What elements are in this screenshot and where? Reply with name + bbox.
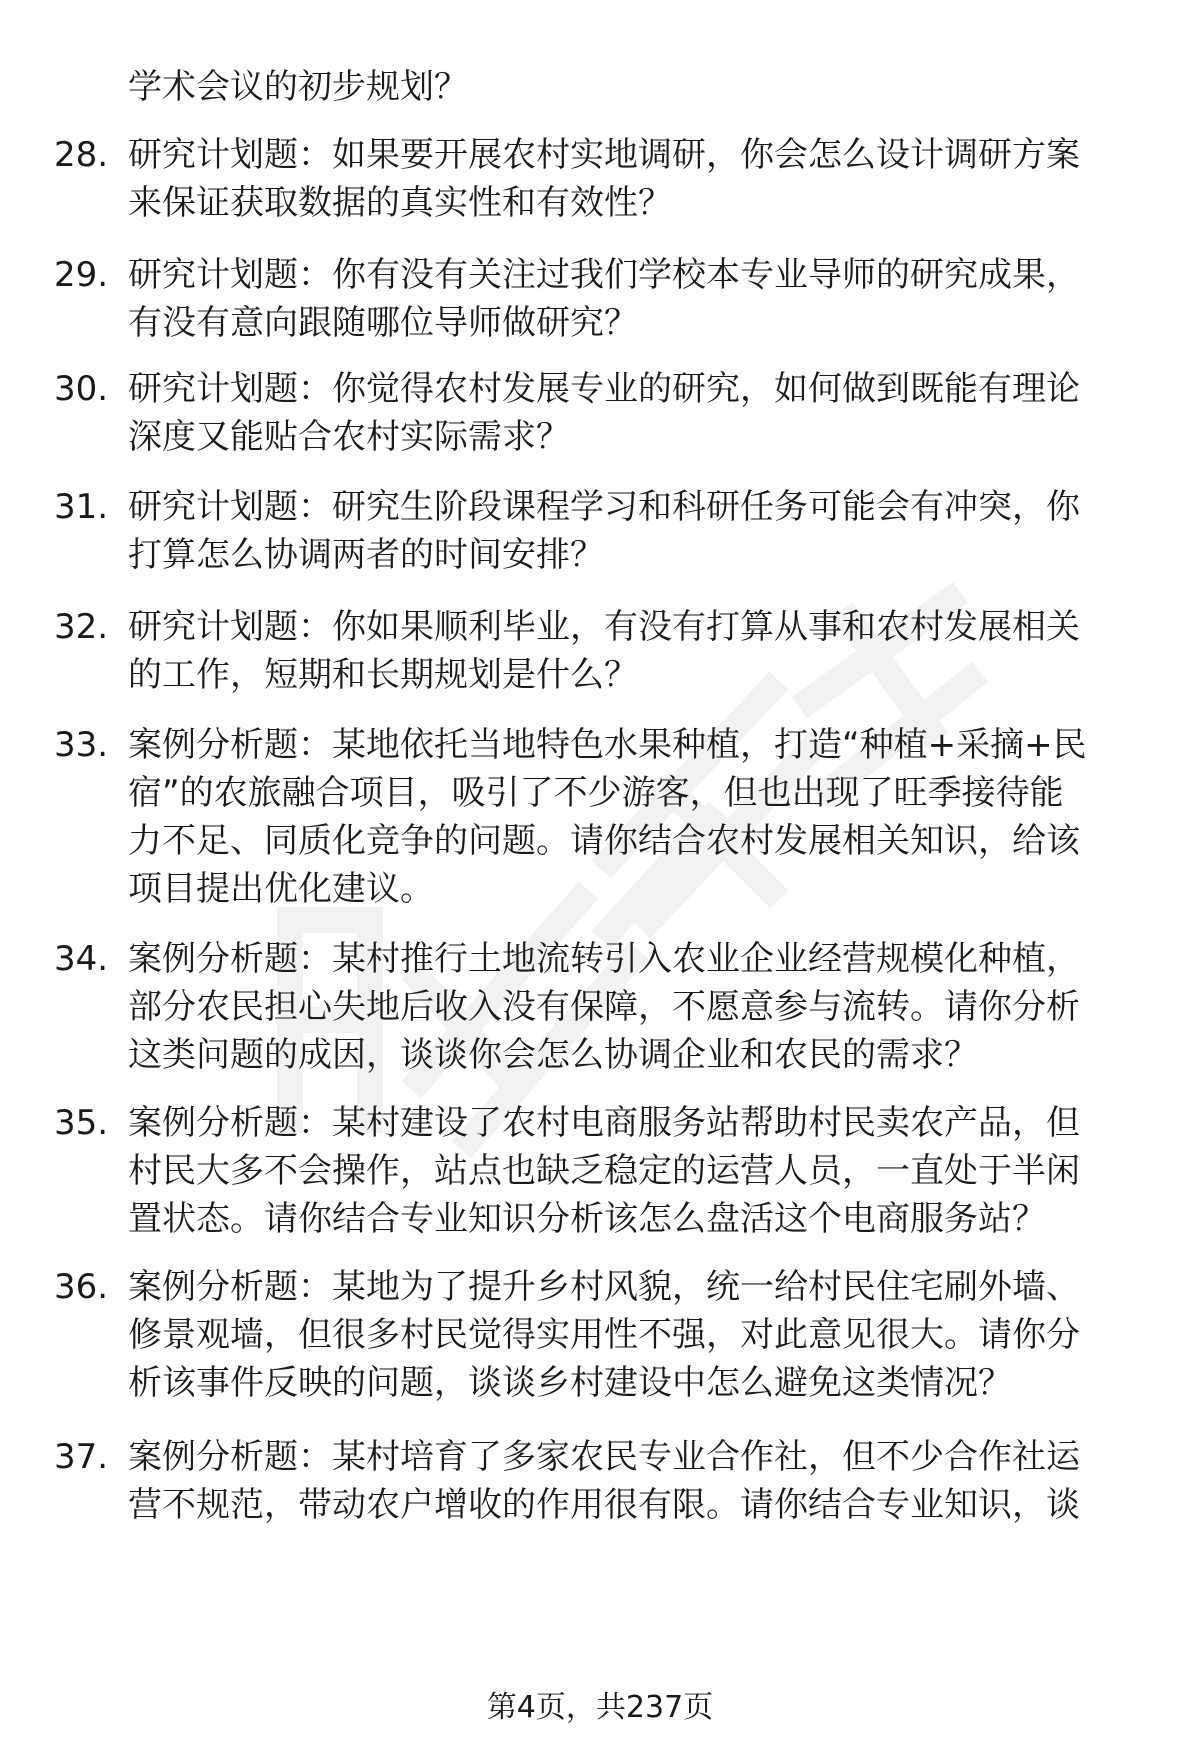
question-number: 37. <box>54 1437 109 1477</box>
continued-question-text: 学术会议的初步规划？ <box>128 67 468 107</box>
question-number: 33. <box>54 725 109 765</box>
question-text-line: 宿”的农旅融合项目，吸引了不少游客，但也出现了旺季接待能 <box>128 773 1064 813</box>
question-number: 30. <box>54 369 109 409</box>
question-text-line: 有没有意向跟随哪位导师做研究？ <box>128 303 638 343</box>
question-text-line: 研究计划题：你如果顺利毕业，有没有打算从事和农村发展相关 <box>128 607 1080 647</box>
question-text-line: 研究计划题：你有没有关注过我们学校本专业导师的研究成果， <box>128 255 1080 295</box>
question-text-line: 来保证获取数据的真实性和有效性？ <box>128 183 672 223</box>
question-text-line: 案例分析题：某地依托当地特色水果种植，打造“种植+采摘+民 <box>128 725 1087 765</box>
question-text-line: 打算怎么协调两者的时间安排？ <box>128 535 604 575</box>
question-text-line: 案例分析题：某村推行土地流转引入农业企业经营规模化种植， <box>128 939 1080 979</box>
question-text-line: 力不足、同质化竞争的问题。请你结合农村发展相关知识，给该 <box>128 821 1080 861</box>
question-text-line: 修景观墙，但很多村民觉得实用性不强，对此意见很大。请你分 <box>128 1315 1080 1355</box>
question-number: 36. <box>54 1267 109 1307</box>
question-text-line: 研究计划题：你觉得农村发展专业的研究，如何做到既能有理论 <box>128 369 1080 409</box>
question-text-line: 析该事件反映的问题，谈谈乡村建设中怎么避免这类情况？ <box>128 1363 1012 1403</box>
question-text-line: 置状态。请你结合专业知识分析该怎么盘活这个电商服务站？ <box>128 1199 1046 1239</box>
question-text-line: 这类问题的成因，谈谈你会怎么协调企业和农民的需求？ <box>128 1035 978 1075</box>
question-number: 35. <box>54 1103 109 1143</box>
question-number: 34. <box>54 939 109 979</box>
question-text-line: 部分农民担心失地后收入没有保障，不愿意参与流转。请你分析 <box>128 987 1080 1027</box>
question-text-line: 的工作，短期和长期规划是什么？ <box>128 655 638 695</box>
question-text-line: 研究计划题：研究生阶段课程学习和科研任务可能会有冲突，你 <box>128 487 1080 527</box>
question-number: 28. <box>54 135 109 175</box>
question-text-line: 案例分析题：某村建设了农村电商服务站帮助村民卖农产品，但 <box>128 1103 1080 1143</box>
question-text-line: 村民大多不会操作，站点也缺乏稳定的运营人员，一直处于半闲 <box>128 1151 1080 1191</box>
question-number: 32. <box>54 607 109 647</box>
question-text-line: 项目提出优化建议。 <box>128 869 434 909</box>
question-text-line: 深度又能贴合农村实际需求？ <box>128 417 570 457</box>
page-number-footer: 第4页，共237页 <box>486 1690 714 1725</box>
question-text-line: 营不规范，带动农户增收的作用很有限。请你结合专业知识，谈 <box>128 1485 1080 1525</box>
question-number: 29. <box>54 255 109 295</box>
question-number: 31. <box>54 487 109 527</box>
question-text-line: 案例分析题：某地为了提升乡村风貌，统一给村民住宅刷外墙、 <box>128 1267 1080 1307</box>
question-text-line: 案例分析题：某村培育了多家农民专业合作社，但不少合作社运 <box>128 1437 1080 1477</box>
question-text-line: 研究计划题：如果要开展农村实地调研，你会怎么设计调研方案 <box>128 135 1080 175</box>
